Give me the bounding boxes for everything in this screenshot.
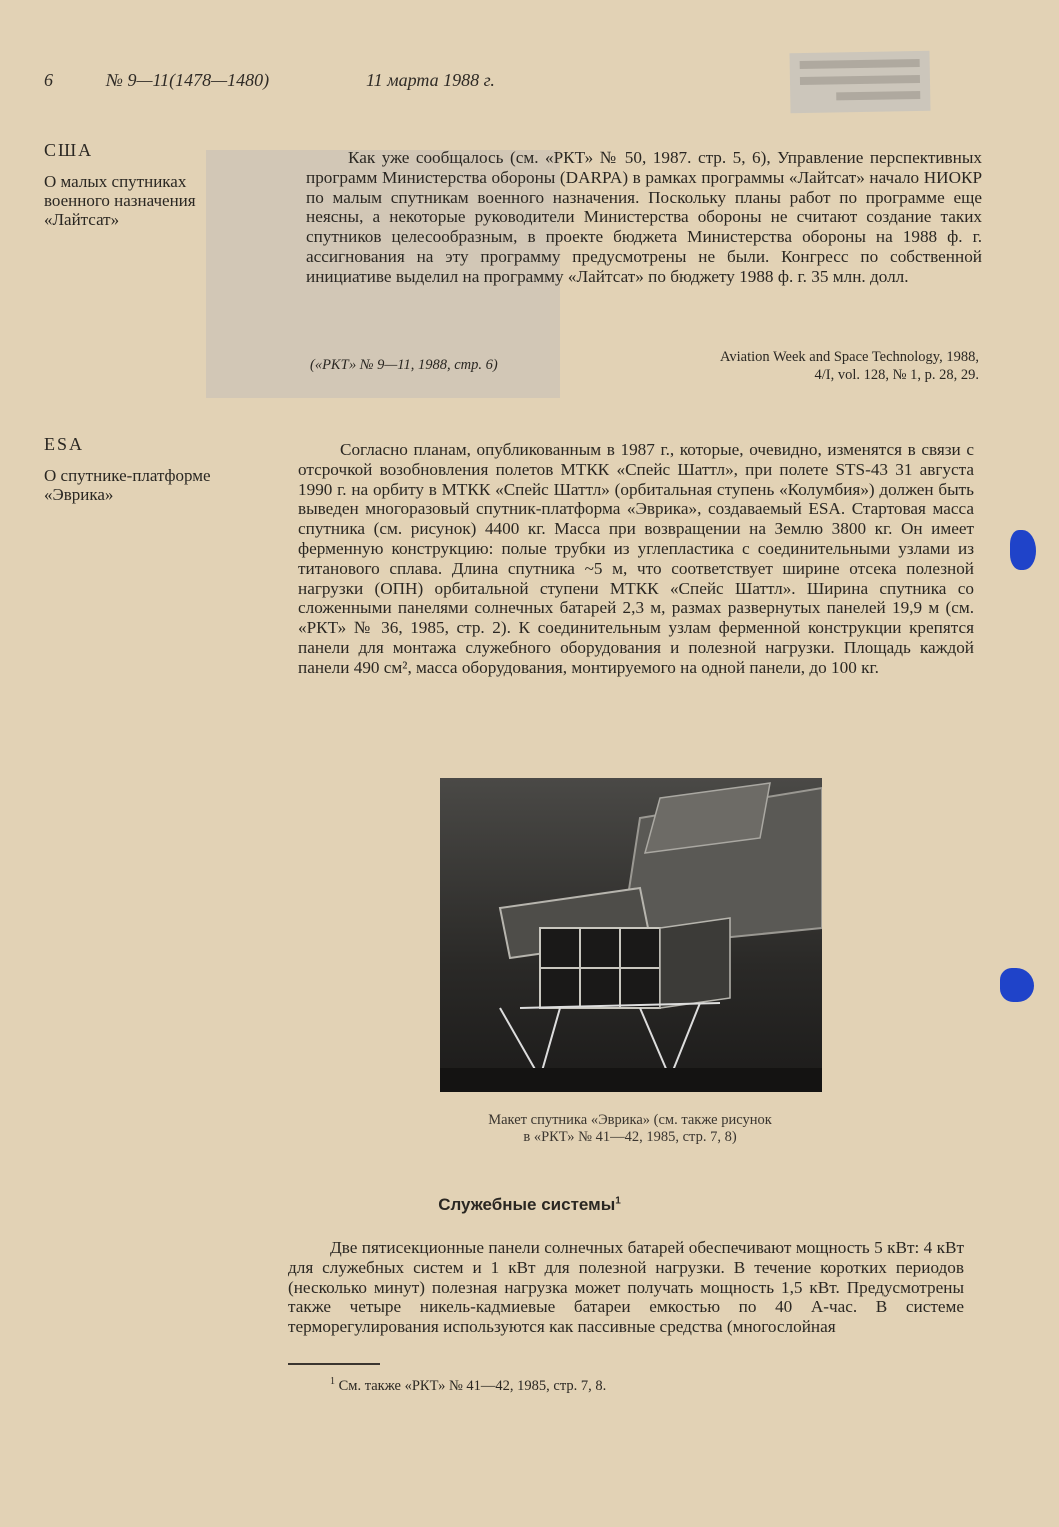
- section3-title-text: Служебные системы: [438, 1195, 616, 1214]
- blue-pen-mark-icon: [1000, 968, 1034, 1002]
- caption-line1: Макет спутника «Эврика» (см. также рисунок: [488, 1112, 772, 1128]
- satellite-photo-drawing: [440, 778, 822, 1092]
- section2-subheading: О спутнике-платформе «Эврика»: [44, 466, 211, 504]
- footnote-mark: 1: [330, 1376, 335, 1387]
- footnote-text: См. также «РКТ» № 41—42, 1985, стр. 7, 8.: [338, 1377, 607, 1394]
- section1-body: Как уже сообщалось (см. «РКТ» № 50, 1987. стр. 5, 6), Управление перспективных программ Министерства обороны (DARPA) в рамках программы «Лайтсат» начало НИОКР по малым спутникам военного назначения. Поскольку планы работ по программе еще неясны, а некоторые руководители Министерства обороны не считают создание таких спутников целесообразным, в проекте бюджета Министерства обороны на 1988 ф. г. ассигнования на эту программу предусмотрены не были. Конгресс по собственной инициативе выделил на программу «Лайтсат» по бюджету 1988 ф. г. 35 млн. долл.: [306, 148, 982, 286]
- issue-number: № 9—11(1478—1480): [106, 70, 270, 90]
- source-right-line1: Aviation Week and Space Technology, 1988,: [719, 349, 979, 365]
- page-number: 6: [44, 70, 53, 90]
- section2-heading: ESA: [44, 434, 85, 454]
- issue-date: 11 марта 1988 г.: [366, 70, 495, 90]
- section3-body: Две пятисекционные панели солнечных батарей обеспечивают мощность 5 кВт: 4 кВт для служебных систем и 1 кВт для полезной нагрузки. В течение коротких периодов (несколько минут) полезная нагрузка может получать мощность 1,5 кВт. Предусмотрены также четыре никель-кадмиевые батареи емкостью по 40 А-час. В системе терморегулирования используются как пассивные средства (многослойная: [288, 1238, 964, 1337]
- eureka-satellite-photo: [440, 778, 822, 1092]
- blue-pen-mark-icon: [1010, 530, 1036, 570]
- section1-heading: США: [44, 140, 94, 160]
- section1-source-right: [720, 348, 979, 384]
- footnote: [330, 1376, 606, 1395]
- section2-body: Согласно планам, опубликованным в 1987 г., которые, очевидно, изменятся в связи с отсрочкой возобновления полетов МТКК «Спейс Шаттл», при полете STS-43 31 августа 1990 г. на орбиту в МТКК «Спейс Шаттл» (орбитальная ступень «Колумбия») должен быть выведен многоразовый спутник-платформа «Эврика», создаваемый ESA. Стартовая масса спутника (см. рисунок) 4400 кг. Масса при возвращении на Землю 3800 кг. Он имеет ферменную конструкцию: полые трубки из углепластика с соединительными узлами из титанового сплава. Длина спутника ~5 м, что соответствует ширине отсека полезной нагрузки (ОПН) орбитальной ступени МТКК «Спейс Шаттл». Ширина спутника со сложенными панелями солнечных батарей 2,3 м, размах развернутых панелей 19,9 м (см. «РКТ» № 36, 1985, стр. 2). К соединительным узлам ферменной конструкции крепятся панели для монтажа служебного оборудования и полезной нагрузки. Площадь каждой панели 490 см², масса оборудования, монтируемого на одной панели, до 100 кг.: [298, 440, 974, 677]
- footnote-rule: [288, 1363, 380, 1365]
- caption-line2: в «РКТ» № 41—42, 1985, стр. 7, 8): [523, 1129, 737, 1145]
- section1-subheading: О малых спутниках военного назначения «Лайтсат»: [44, 172, 196, 229]
- section3-title-footnote-mark: 1: [615, 1195, 621, 1207]
- library-stamp: [789, 51, 930, 113]
- section1-source-left: («РКТ» № 9—11, 1988, стр. 6): [310, 357, 498, 373]
- figure-caption: [420, 1112, 840, 1146]
- section3-title: [0, 1195, 1059, 1215]
- source-right-line2: 4/I, vol. 128, № 1, p. 28, 29.: [814, 367, 979, 383]
